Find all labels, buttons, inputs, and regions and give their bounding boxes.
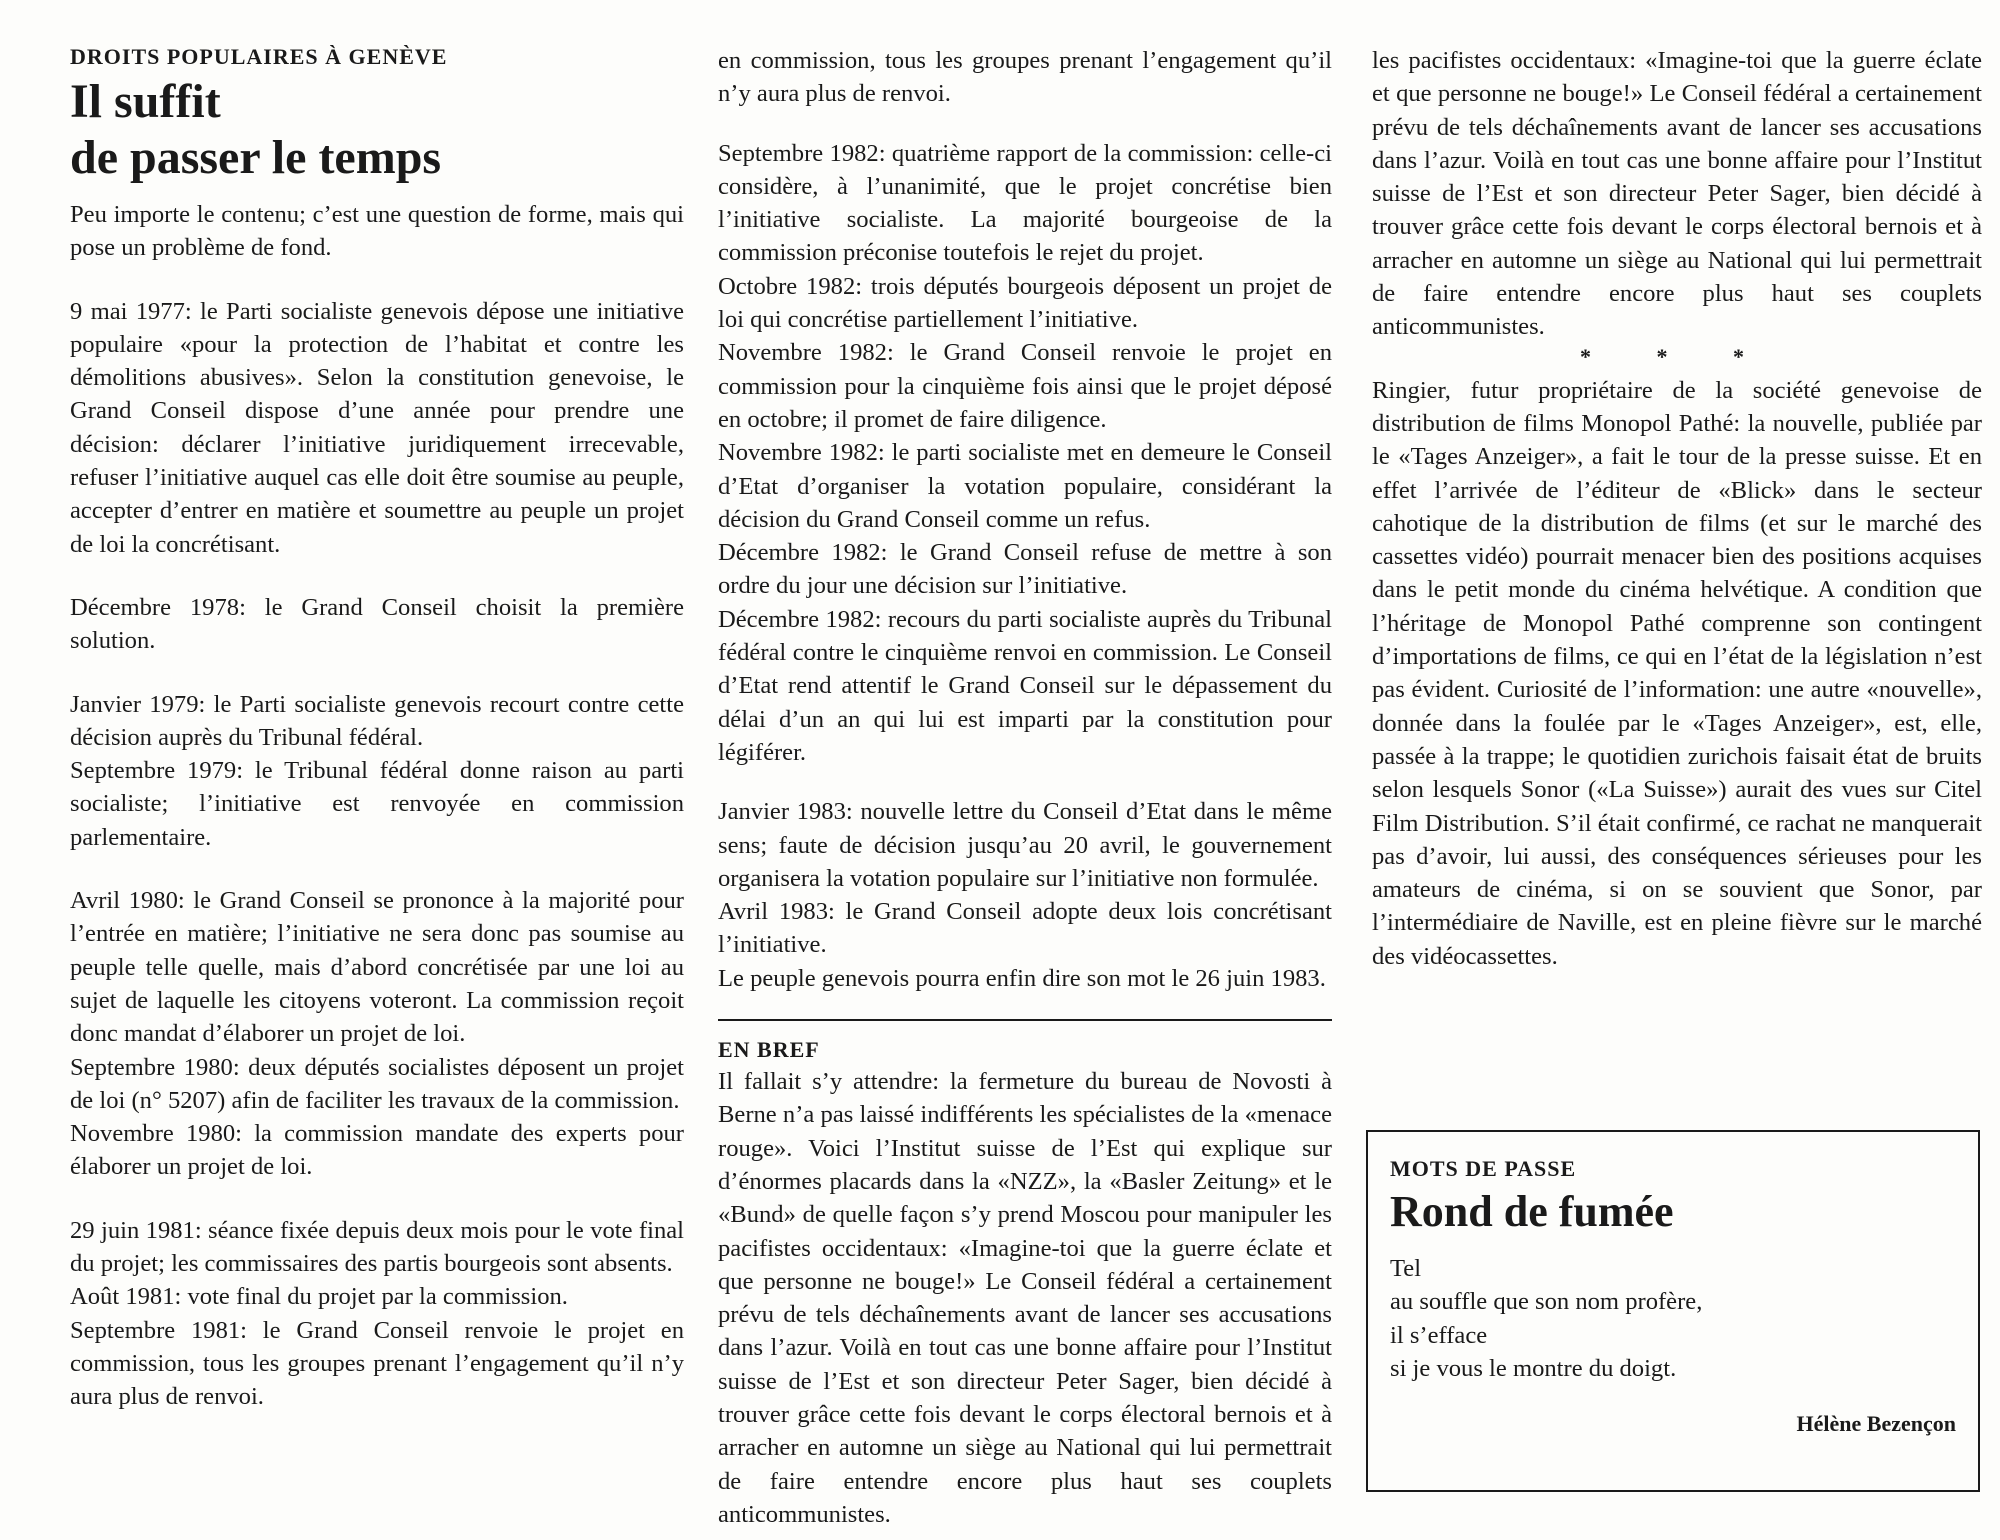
poem-line: Tel xyxy=(1390,1255,1422,1282)
timeline-entry: 9 mai 1977: le Parti socialiste genevois dépose une initiative populaire «pour la protection de l’habitat et contre les démolitions abusives». Selon la constitution genevoise, le Grand Conseil dispose d’une année pour prendre une décision: déclarer l’initiative juridiquement irrecevable, refuser l’initiative auquel cas elle doit être soumise au peuple, accepter d’entrer en matière et soumettre au peuple un projet de loi la concrétisant. xyxy=(70,297,684,558)
column-1 xyxy=(70,44,684,1411)
en-bref-kicker: EN BREF xyxy=(718,1037,820,1063)
section-separator: * * * xyxy=(1580,343,1774,369)
en-bref-paragraph-1: Il fallait s’y attendre: la fermeture du bureau de Novosti à Berne n’a pas laissé indifférents les spécialistes de la «menace rouge». Voici l’Institut suisse de l’Est qui explique sur d’énormes placards dans la «NZZ», la «Basler Zeitung» et le «Bund» de quelle façon s’y prend Moscou pour manipuler les pacifistes occidentaux: «Imagine-toi que la guerre éclate et que personne ne bouge!» Le Conseil fédéral a certainement prévu de tels déchaînements avant de lancer ses accusations dans l’azur. Voilà en tout cas une bonne affaire pour l’Institut suisse de l’Est et son directeur Peter Sager, bien décidé à trouver grâce cette fois devant le corps électoral bernois et à arracher en automne un siège au National qui lui permettrait de faire entendre encore plus haut ses couplets anticommunistes. xyxy=(718,1068,1332,1528)
section-divider xyxy=(718,1019,1332,1021)
timeline-entry: Avril 1983: le Grand Conseil adopte deux lois concrétisant l’initiative. xyxy=(718,898,1332,959)
timeline-entry: Novembre 1982: le Grand Conseil renvoie le projet en commission pour la cinquième fois ainsi que le projet déposé en octobre; il promet de faire diligence. xyxy=(718,339,1332,433)
timeline-entry: Le peuple genevois pourra enfin dire son mot le 26 juin 1983. xyxy=(718,964,1326,992)
article-kicker: DROITS POPULAIRES À GENÈVE xyxy=(70,44,448,69)
timeline-entry: Décembre 1982: le Grand Conseil refuse de mettre à son ordre du jour une décision sur l’initiative. xyxy=(718,539,1332,600)
timeline-entry: Octobre 1982: trois députés bourgeois déposent un projet de loi qui concrétise partiellement l’initiative. xyxy=(718,272,1332,334)
timeline-entry-continued: en commission, tous les groupes prenant l’engagement qu’il n’y aura plus de renvoi. xyxy=(718,47,1332,108)
timeline-entry: Janvier 1979: le Parti socialiste genevois recourt contre cette décision auprès du Tribunal fédéral. xyxy=(70,690,684,751)
column-3 xyxy=(1372,44,1982,973)
timeline-entry: Novembre 1982: le parti socialiste met en demeure le Conseil d’Etat d’organiser la votation populaire, considérant la décision du Grand Conseil comme un refus. xyxy=(718,439,1332,533)
timeline-entry: Septembre 1979: le Tribunal fédéral donne raison au parti socialiste; l’initiative est renvoyée en commission parlementaire. xyxy=(70,757,684,851)
poem-line: si je vous le montre du doigt. xyxy=(1390,1354,1677,1382)
timeline-entry: Avril 1980: le Grand Conseil se prononce à la majorité pour l’entrée en matière; l’initiative ne sera donc pas soumise au peuple telle quelle, mais d’abord concrétisée par une loi au sujet de laquelle les citoyens voteront. La commission reçoit donc mandat d’élaborer un projet de loi. xyxy=(70,887,684,1048)
headline-line-2: de passer le temps xyxy=(70,131,442,184)
timeline-entry: Décembre 1978: le Grand Conseil choisit la première solution. xyxy=(70,593,684,655)
headline-line-1: Il suffit xyxy=(70,75,221,128)
mots-de-passe-title: Rond de fumée xyxy=(1390,1187,1674,1236)
en-bref-paragraph-1-continued: les pacifistes occidentaux: «Imagine-toi que la guerre éclate et que personne ne bouge!» Le Conseil fédéral a certainement prévu de tels déchaînements avant de lancer ses accusations dans l’azur. Voilà en tout cas une bonne affaire pour l’Institut suisse de l’Est et son directeur Peter Sager, bien décidé à trouver grâce cette fois devant le corps électoral bernois et à arracher en automne un siège au National qui lui permettrait de faire entendre encore plus haut ses couplets anticommunistes. xyxy=(1372,47,1982,341)
timeline-entry: Septembre 1980: deux députés socialistes déposent un projet de loi (n° 5207) afin de faciliter les travaux de la commission. xyxy=(70,1053,684,1114)
timeline-entry: 29 juin 1981: séance fixée depuis deux mois pour le vote final du projet; les commissaires des partis bourgeois sont absents. xyxy=(70,1216,684,1278)
timeline-entry: Novembre 1980: la commission mandate des experts pour élaborer un projet de loi. xyxy=(70,1120,684,1181)
poem-line: au souffle que son nom profère, xyxy=(1390,1288,1703,1316)
timeline-entry: Septembre 1982: quatrième rapport de la commission: celle-ci considère, à l’unanimité, que le projet concrétise bien l’initiative socialiste. La majorité bourgeoise de la commission préconise toutefois le rejet du projet. xyxy=(718,139,1332,267)
article-lead: Peu importe le contenu; c’est une question de forme, mais qui pose un problème de fond. xyxy=(70,201,684,262)
timeline-entry: Décembre 1982: recours du parti socialiste auprès du Tribunal fédéral contre le cinquième renvoi en commission. Le Conseil d’Etat rend attentif le Grand Conseil sur le dépassement du délai d’un an qui lui est imparti par la constitution pour légiférer. xyxy=(718,605,1332,766)
timeline-entry: Août 1981: vote final du projet par la commission. xyxy=(70,1283,568,1311)
author-signature: Hélène Bezençon xyxy=(1796,1411,1956,1437)
column-2 xyxy=(718,44,1332,1528)
en-bref-paragraph-2: Ringier, futur propriétaire de la société genevoise de distribution de films Monopol Pathé: la nouvelle, publiée par le «Tages Anzeiger», a fait le tour de la presse suisse. Et en effet l’arrivée de l’éditeur de «Blick» dans le secteur cahotique de la distribution de films (et sur le marché des cassettes vidéo) pourrait menacer bien des positions acquises dans le petit monde du cinéma helvétique. A condition que l’héritage de Monopol Pathé comprenne son contingent d’importations de films, ce qui en l’état de la législation n’est pas évident. Curiosité de l’information: une autre «nouvelle», donnée dans la foulée par le «Tages Anzeiger», est, elle, passée à la trappe; le quotidien zurichois faisait état de bruits selon lesquels Sonor («La Suisse») aurait des vues sur Citel Film Distribution. S’il était confirmé, ce rachat ne manquerait pas d’avoir, lui aussi, des conséquences sérieuses pour les amateurs de cinéma, si on se souvient que Sonor, par l’intermédiaire de Naville, est en pleine fièvre sur le marché des vidéocassettes. xyxy=(1372,376,1982,970)
article-headline xyxy=(70,74,684,186)
mots-de-passe-kicker: MOTS DE PASSE xyxy=(1390,1156,1577,1181)
poem-line: il s’efface xyxy=(1390,1321,1488,1349)
timeline-entry: Janvier 1983: nouvelle lettre du Conseil d’Etat dans le même sens; faute de décision jusqu’au 20 avril, le gouvernement organisera la votation populaire sur l’initiative non formulée. xyxy=(718,798,1332,892)
mots-de-passe-box xyxy=(1366,1130,1980,1492)
timeline-entry: Septembre 1981: le Grand Conseil renvoie le projet en commission, tous les groupes prenant l’engagement qu’il n’y aura plus de renvoi. xyxy=(70,1316,684,1411)
